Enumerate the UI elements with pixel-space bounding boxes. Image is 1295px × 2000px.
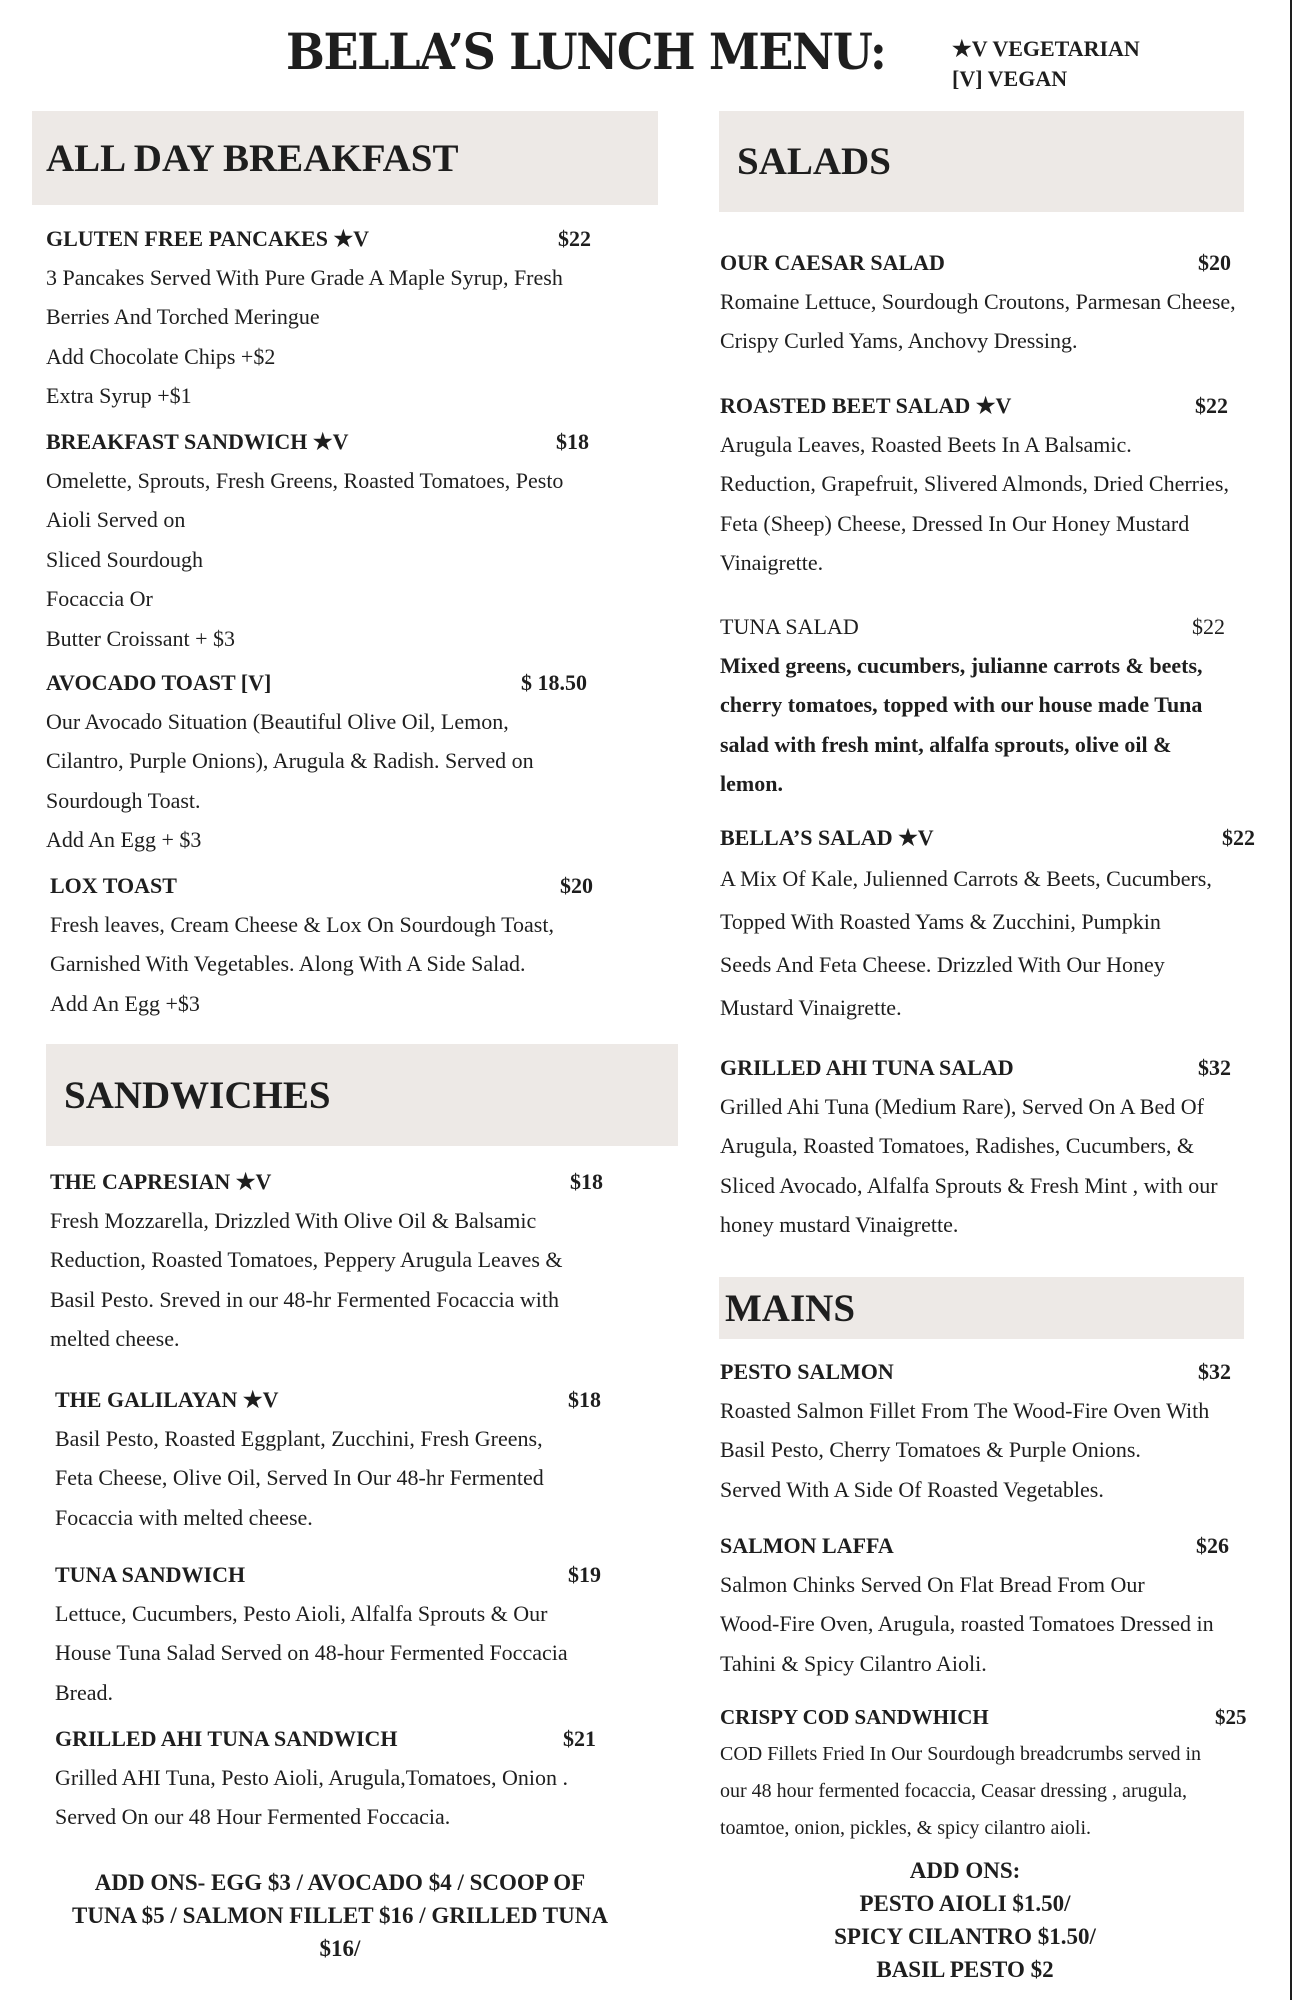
item-price: $25 — [1215, 1705, 1247, 1729]
item-description: A Mix Of Kale, Julienned Carrots & Beets, Cucumbers, Topped With Roasted Yams & Zucchini, Pumpkin Seeds And Feta Cheese. Drizzled With Our Honey Mustard Vinaigrette. — [720, 866, 1212, 1020]
menu-item-tuna-salad — [720, 608, 1290, 804]
item-price: $22 — [1195, 393, 1228, 418]
menu-item-pesto-salmon — [720, 1353, 1290, 1509]
item-description: Mixed greens, cucumbers, julianne carrots & beets, cherry tomatoes, topped with our house made Tuna salad with fresh mint, alfalfa sprouts, olive oil & lemon. — [720, 653, 1203, 797]
item-price: $22 — [1222, 825, 1255, 850]
item-name: CRISPY COD SANDWHICH — [720, 1705, 989, 1729]
section-header-salads — [719, 111, 1244, 212]
item-price: $18 — [570, 1169, 603, 1194]
menu-item-caesar-salad — [720, 244, 1290, 361]
item-price: $21 — [563, 1726, 596, 1751]
item-description: Grilled AHI Tuna, Pesto Aioli, Arugula,Tomatoes, Onion . Served On our 48 Hour Fermented Foccacia. — [55, 1765, 569, 1830]
item-name: TUNA SANDWICH — [55, 1562, 246, 1587]
legend-vegetarian: ★V VEGETARIAN — [952, 36, 1140, 61]
diet-legend — [952, 34, 1140, 94]
item-price: $20 — [560, 873, 593, 898]
menu-item-the-galilayan — [55, 1381, 675, 1537]
item-description: Lettuce, Cucumbers, Pesto Aioli, Alfalfa Sprouts & Our House Tuna Salad Served on 48-hour Fermented Foccacia Bread. — [55, 1601, 568, 1705]
item-name: BREAKFAST SANDWICH ★V — [46, 429, 349, 454]
sandwich-add-ons: ADD ONS- EGG $3 / AVOCADO $4 / SCOOP OF TUNA $5 / SALMON FILLET $16 / GRILLED TUNA $16/ — [72, 1870, 608, 1961]
menu-item-the-capresian — [50, 1163, 670, 1359]
item-description: Salmon Chinks Served On Flat Bread From Our Wood-Fire Oven, Arugula, roasted Tomatoes Dressed in Tahini & Spicy Cilantro Aioli. — [720, 1572, 1214, 1676]
item-description: COD Fillets Fried In Our Sourdough breadcrumbs served in our 48 hour fermented focaccia, Ceasar dressing , arugula, toamtoe, onion, pickles, & spicy cilantro aioli. — [720, 1743, 1202, 1839]
item-price: $22 — [558, 226, 591, 251]
item-price: $32 — [1198, 1359, 1231, 1384]
menu-item-avocado-toast — [46, 664, 646, 860]
item-price: $ 18.50 — [521, 670, 587, 695]
menu-item-crispy-cod-sandwich — [720, 1698, 1290, 1847]
item-name: SALMON LAFFA — [720, 1533, 894, 1558]
section-header-breakfast — [32, 111, 658, 205]
menu-item-gluten-free-pancakes — [46, 220, 646, 416]
item-price: $32 — [1198, 1055, 1231, 1080]
item-name: BELLA’S SALAD ★V — [720, 825, 934, 850]
item-name: GLUTEN FREE PANCAKES ★V — [46, 226, 370, 251]
item-name: GRILLED AHI TUNA SALAD — [720, 1055, 1014, 1080]
item-name: THE GALILAYAN ★V — [55, 1387, 279, 1412]
item-price: $18 — [556, 429, 589, 454]
section-header-sandwiches — [46, 1044, 678, 1146]
item-description: Roasted Salmon Fillet From The Wood-Fire Oven With Basil Pesto, Cherry Tomatoes & Purple Onions. Served With A Side Of Roasted Vegetables. — [720, 1398, 1210, 1502]
section-header-mains — [719, 1277, 1244, 1339]
item-name: ROASTED BEET SALAD ★V — [720, 393, 1012, 418]
item-price: $18 — [568, 1387, 601, 1412]
item-description: Our Avocado Situation (Beautiful Olive Oil, Lemon, Cilantro, Purple Onions), Arugula & Radish. Served on Sourdough Toast. Add An Egg + $3 — [46, 709, 534, 853]
item-description: Fresh leaves, Cream Cheese & Lox On Sourdough Toast, Garnished With Vegetables. Along With A Side Salad. Add An Egg +$3 — [50, 912, 554, 1016]
item-price: $19 — [568, 1562, 601, 1587]
item-description: Grilled Ahi Tuna (Medium Rare), Served On A Bed Of Arugula, Roasted Tomatoes, Radishes, Cucumbers, & Sliced Avocado, Alfalfa Sprouts & Fresh Mint , with our honey mustard Vinaigrette. — [720, 1094, 1218, 1238]
legend-vegan: [V] VEGAN — [952, 66, 1068, 91]
item-price: $20 — [1198, 250, 1231, 275]
menu-item-salmon-laffa — [720, 1527, 1290, 1683]
section-title: ALL DAY BREAKFAST — [46, 136, 459, 180]
menu-item-grilled-ahi-tuna-salad — [720, 1049, 1290, 1245]
item-name: PESTO SALMON — [720, 1359, 894, 1384]
item-description: Arugula Leaves, Roasted Beets In A Balsamic. Reduction, Grapefruit, Slivered Almonds, Dried Cherries, Feta (Sheep) Cheese, Dressed In Our Honey Mustard Vinaigrette. — [720, 432, 1229, 576]
item-price: $22 — [1192, 614, 1225, 639]
item-description: Fresh Mozzarella, Drizzled With Olive Oil & Balsamic Reduction, Roasted Tomatoes, Peppery Arugula Leaves & Basil Pesto. Sreved in our 48-hr Fermented Focaccia with melted cheese. — [50, 1208, 563, 1352]
section-title: MAINS — [725, 1286, 856, 1330]
item-name: THE CAPRESIAN ★V — [50, 1169, 272, 1194]
item-name: OUR CAESAR SALAD — [720, 250, 945, 275]
item-description: Omelette, Sprouts, Fresh Greens, Roasted Tomatoes, Pesto Aioli Served on Sliced Sourdough Focaccia Or Butter Croissant + $3 — [46, 468, 564, 651]
menu-item-tuna-sandwich — [55, 1556, 675, 1712]
menu-item-grilled-ahi-tuna-sandwich — [55, 1720, 675, 1837]
item-description: 3 Pancakes Served With Pure Grade A Maple Syrup, Fresh Berries And Torched Meringue Add Chocolate Chips +$2 Extra Syrup +$1 — [46, 265, 563, 409]
mains-add-ons: ADD ONS: PESTO AIOLI $1.50/ SPICY CILANTRO $1.50/ BASIL PESTO $2 — [834, 1858, 1096, 1982]
item-name: GRILLED AHI TUNA SANDWICH — [55, 1726, 398, 1751]
section-title: SALADS — [737, 140, 891, 183]
menu-item-bellas-salad — [720, 819, 1295, 1029]
section-title: SANDWICHES — [64, 1073, 331, 1117]
menu-item-roasted-beet-salad — [720, 387, 1290, 583]
item-description: Basil Pesto, Roasted Eggplant, Zucchini, Fresh Greens, Feta Cheese, Olive Oil, Served In Our 48-hr Fermented Focaccia with melted cheese. — [55, 1426, 544, 1530]
menu-item-breakfast-sandwich — [46, 423, 646, 658]
item-price: $26 — [1196, 1533, 1229, 1558]
item-name: LOX TOAST — [50, 873, 177, 898]
menu-title: BELLA’S LUNCH MENU: — [286, 22, 886, 81]
menu-item-lox-toast — [50, 867, 650, 1023]
item-name: AVOCADO TOAST [V] — [46, 670, 272, 695]
item-description: Romaine Lettuce, Sourdough Croutons, Parmesan Cheese, Crispy Curled Yams, Anchovy Dressing. — [720, 289, 1236, 354]
item-name: TUNA SALAD — [720, 614, 859, 639]
